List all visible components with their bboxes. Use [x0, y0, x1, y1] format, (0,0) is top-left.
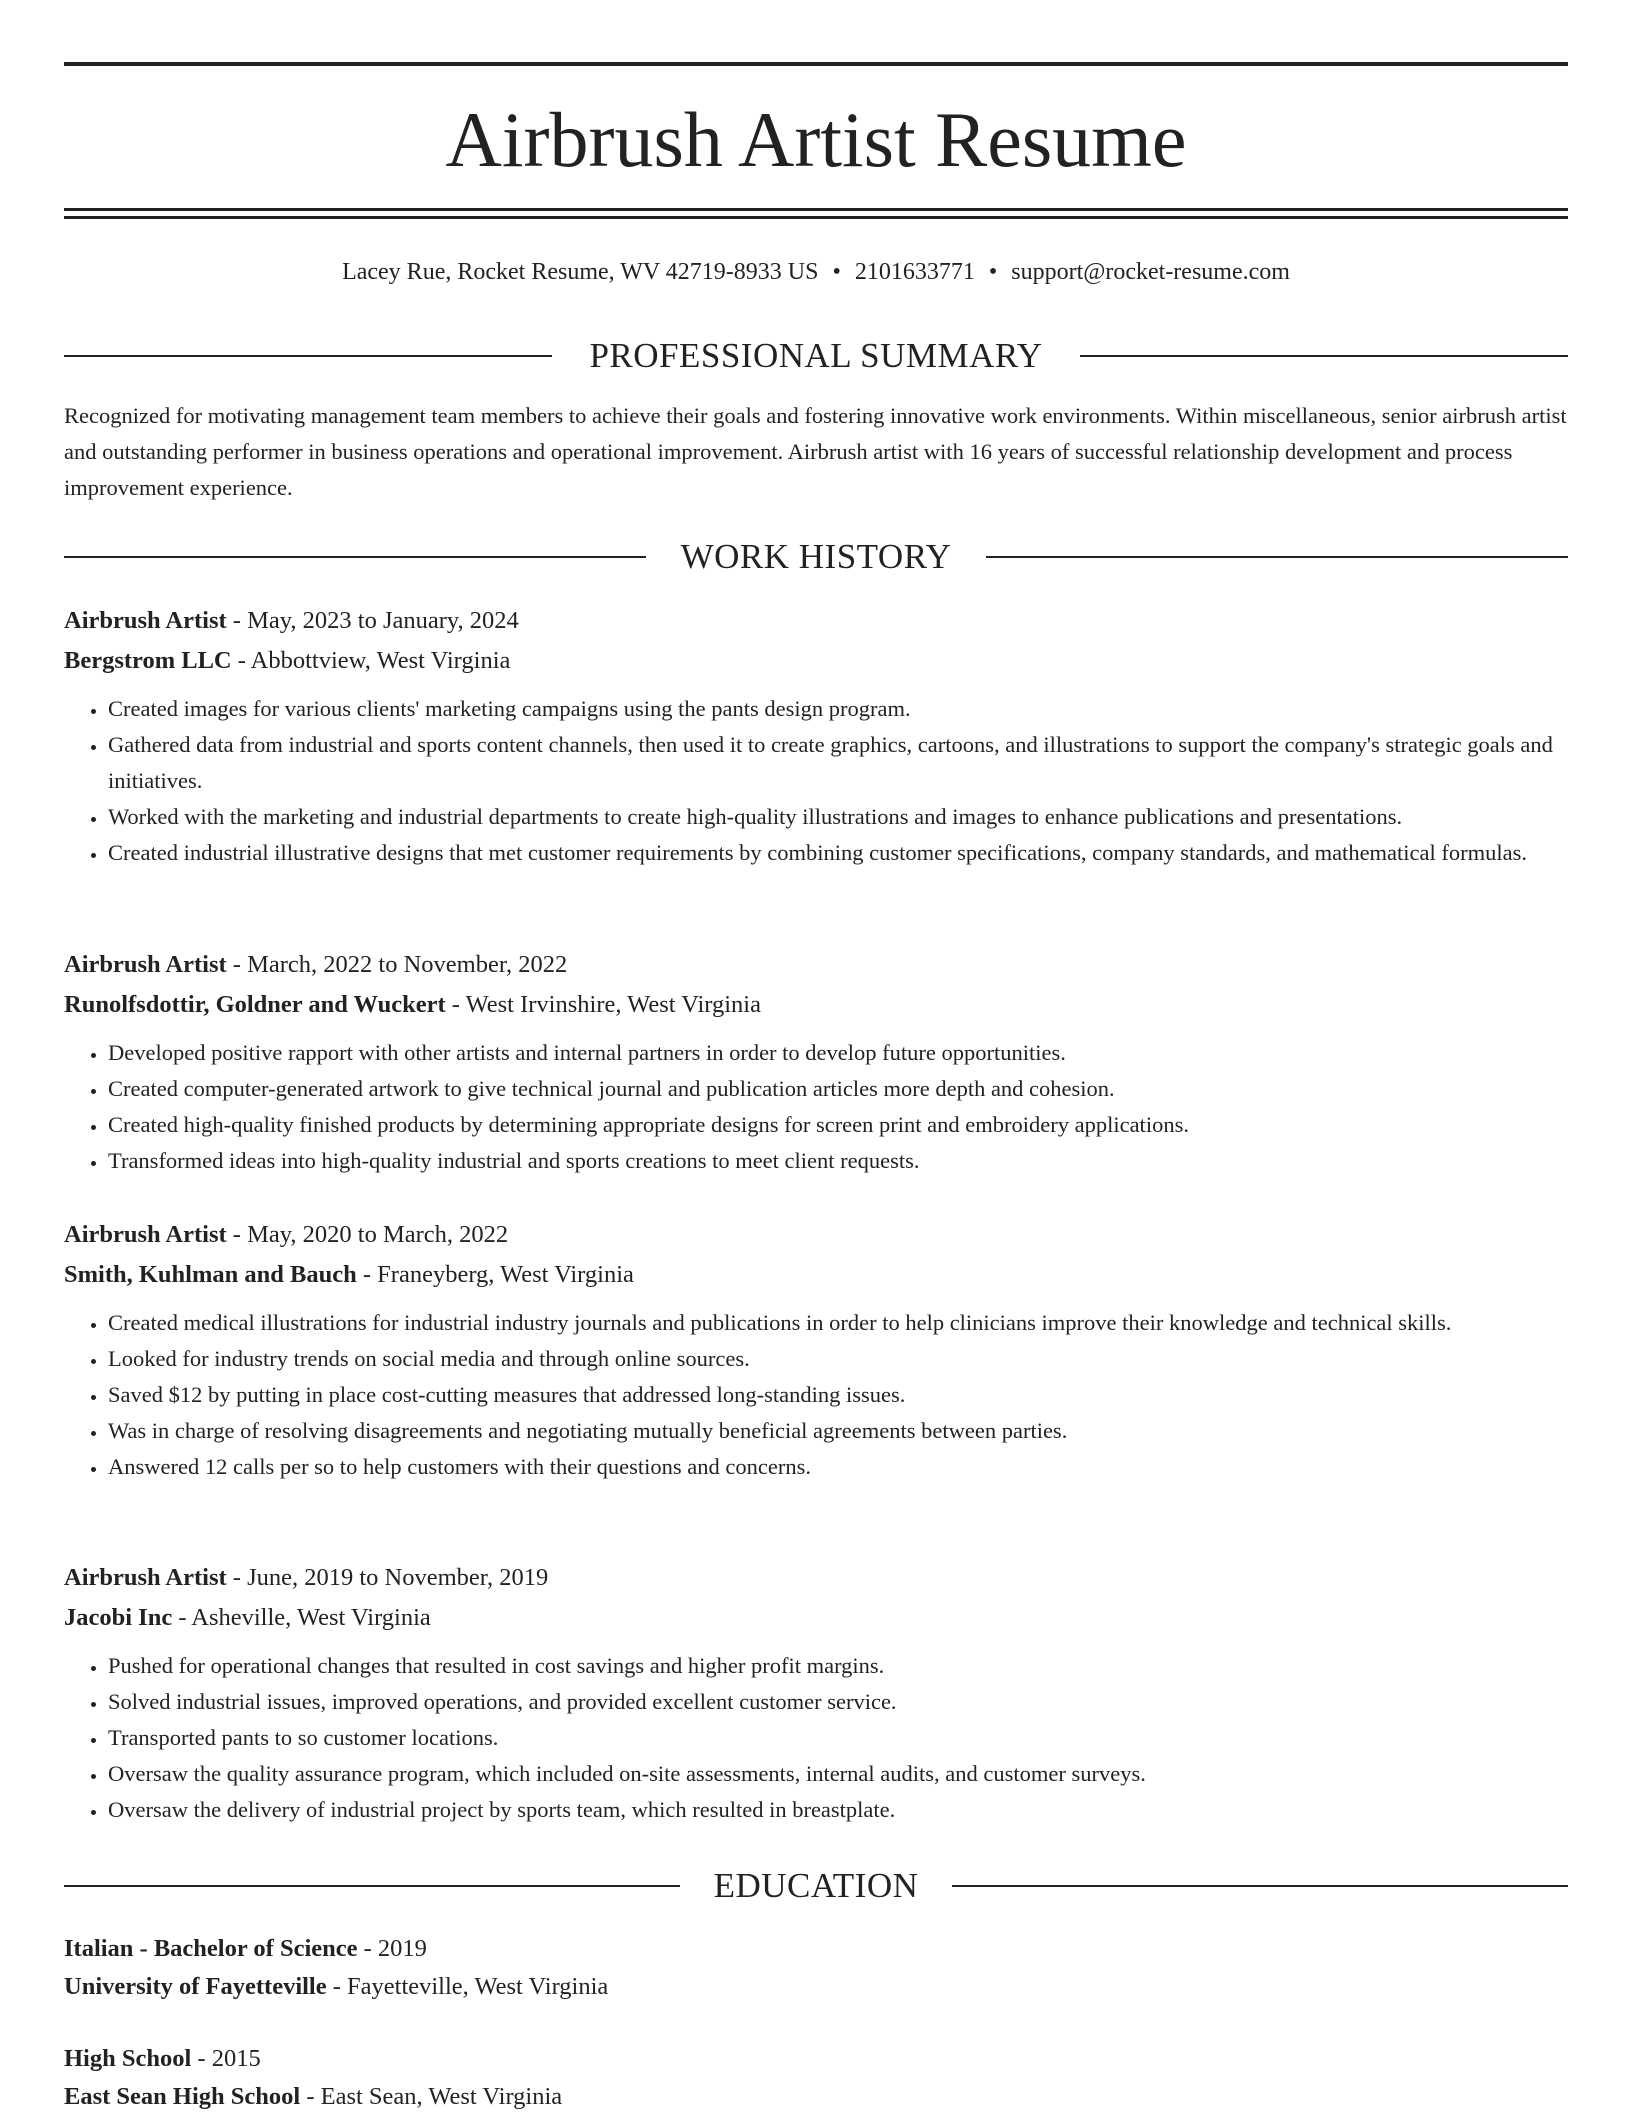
contact-address: Lacey Rue, Rocket Resume, WV 42719-8933 US: [342, 259, 819, 285]
job-bullet: • Created medical illustrations for industrial industry journals and publications in order to help clinicians improve their knowledge and technical skills.: [108, 1305, 1568, 1341]
contact-phone: 2101633771: [854, 259, 975, 285]
job-bullet: • Oversaw the delivery of industrial project by sports team, which resulted in breastplate.: [108, 1792, 1568, 1828]
job-bullets: [64, 1648, 1568, 1828]
job-title: Airbrush Artist: [64, 1221, 227, 1248]
header-top-rule: [64, 62, 1568, 66]
summary-text: Recognized for motivating management team members to achieve their goals and fostering innovative work environments. Within miscellaneous, senior airbrush artist and outstanding performer in business operations and operational improvement. Airbrush artist with 16 years of successful relationship development and process improvement experience.: [64, 403, 1567, 500]
section-heading-summary: [64, 334, 1568, 378]
contact-separator: •: [832, 259, 841, 285]
job-dates: - June, 2019 to November, 2019: [226, 1564, 549, 1591]
contact-email[interactable]: support@rocket-resume.com: [1011, 259, 1290, 285]
education-school-line: [64, 1968, 1568, 2006]
section-title: EDUCATION: [713, 1866, 919, 1905]
job-company: Runolfsdottir, Goldner and Wuckert: [64, 991, 446, 1018]
job-title-line: [64, 1215, 1568, 1255]
education-degree-line: [64, 2040, 1568, 2078]
header-double-rule-upper: [64, 208, 1568, 211]
job-bullet: • Developed positive rapport with other artists and internal partners in order to develop future opportunities.: [108, 1035, 1568, 1071]
job-title-line: [64, 945, 1568, 985]
job-bullet: • Created high-quality finished products by determining appropriate designs for screen print and embroidery applications.: [108, 1107, 1568, 1143]
job-company-line: [64, 985, 1568, 1025]
job-entry: [64, 601, 1568, 871]
job-company-line: [64, 641, 1568, 681]
job-location: - West Irvinshire, West Virginia: [445, 991, 761, 1018]
job-company: Jacobi Inc: [64, 1604, 173, 1631]
job-title: Airbrush Artist: [64, 607, 227, 634]
job-location: - Abbottview, West Virginia: [231, 647, 511, 674]
education-location: - East Sean, West Virginia: [300, 2083, 563, 2110]
job-title-line: [64, 601, 1568, 641]
education-degree: High School: [64, 2045, 192, 2072]
job-company-line: [64, 1255, 1568, 1295]
job-company: Smith, Kuhlman and Bauch: [64, 1261, 357, 1288]
job-bullets: [64, 691, 1568, 871]
job-bullet: • Answered 12 calls per so to help customers with their questions and concerns.: [108, 1449, 1568, 1485]
education-degree-line: [64, 1930, 1568, 1968]
job-dates: - March, 2022 to November, 2022: [226, 951, 568, 978]
job-bullet: • Looked for industry trends on social media and through online sources.: [108, 1341, 1568, 1377]
education-entry: [64, 1930, 1568, 2006]
job-entry: [64, 1215, 1568, 1485]
section-title: WORK HISTORY: [680, 537, 952, 576]
job-company: Bergstrom LLC: [64, 647, 232, 674]
education-year: - 2015: [191, 2045, 261, 2072]
job-location: - Asheville, West Virginia: [172, 1604, 431, 1631]
education-school-line: [64, 2078, 1568, 2116]
job-bullet: • Created industrial illustrative designs that met customer requirements by combining customer specifications, company standards, and mathematical formulas.: [108, 835, 1568, 871]
job-bullet: • Gathered data from industrial and sports content channels, then used it to create graphics, cartoons, and illustrations to support the company's strategic goals and initiatives.: [108, 727, 1568, 799]
section-title: PROFESSIONAL SUMMARY: [589, 336, 1043, 375]
job-entry: [64, 945, 1568, 1179]
job-bullet: • Was in charge of resolving disagreements and negotiating mutually beneficial agreements between parties.: [108, 1413, 1568, 1449]
education-location: - Fayetteville, West Virginia: [326, 1973, 609, 2000]
job-company-line: [64, 1598, 1568, 1638]
education-year: - 2019: [357, 1935, 427, 1962]
job-bullets: [64, 1305, 1568, 1485]
job-bullet: • Saved $12 by putting in place cost-cutting measures that addressed long-standing issues.: [108, 1377, 1568, 1413]
education-degree: Italian - Bachelor of Science: [64, 1935, 358, 1962]
job-bullet: • Transported pants to so customer locations.: [108, 1720, 1568, 1756]
contact-line: [64, 254, 1568, 290]
job-bullet: • Solved industrial issues, improved operations, and provided excellent customer service.: [108, 1684, 1568, 1720]
job-title: Airbrush Artist: [64, 1564, 227, 1591]
job-title-line: [64, 1558, 1568, 1598]
job-bullet: • Created images for various clients' marketing campaigns using the pants design program.: [108, 691, 1568, 727]
education-school: University of Fayetteville: [64, 1973, 327, 2000]
job-bullet: • Created computer-generated artwork to give technical journal and publication articles more depth and cohesion.: [108, 1071, 1568, 1107]
job-location: - Franeyberg, West Virginia: [356, 1261, 634, 1288]
section-heading-work-history: [64, 535, 1568, 579]
job-bullet: • Pushed for operational changes that resulted in cost savings and higher profit margins.: [108, 1648, 1568, 1684]
resume-title: Airbrush Artist Resume: [445, 96, 1187, 183]
education-school: East Sean High School: [64, 2083, 301, 2110]
job-bullet: • Worked with the marketing and industrial departments to create high-quality illustrations and images to enhance publications and presentations.: [108, 799, 1568, 835]
contact-separator: •: [988, 259, 998, 285]
job-bullet: • Transformed ideas into high-quality industrial and sports creations to meet client requests.: [108, 1143, 1568, 1179]
job-dates: - May, 2023 to January, 2024: [226, 607, 519, 634]
job-dates: - May, 2020 to March, 2022: [226, 1221, 509, 1248]
section-heading-education: [64, 1864, 1568, 1908]
job-entry: [64, 1558, 1568, 1828]
job-title: Airbrush Artist: [64, 951, 227, 978]
header-double-rule-lower: [64, 216, 1568, 219]
job-bullet: • Oversaw the quality assurance program, which included on-site assessments, internal audits, and customer surveys.: [108, 1756, 1568, 1792]
job-bullets: [64, 1035, 1568, 1179]
education-entry: [64, 2040, 1568, 2116]
